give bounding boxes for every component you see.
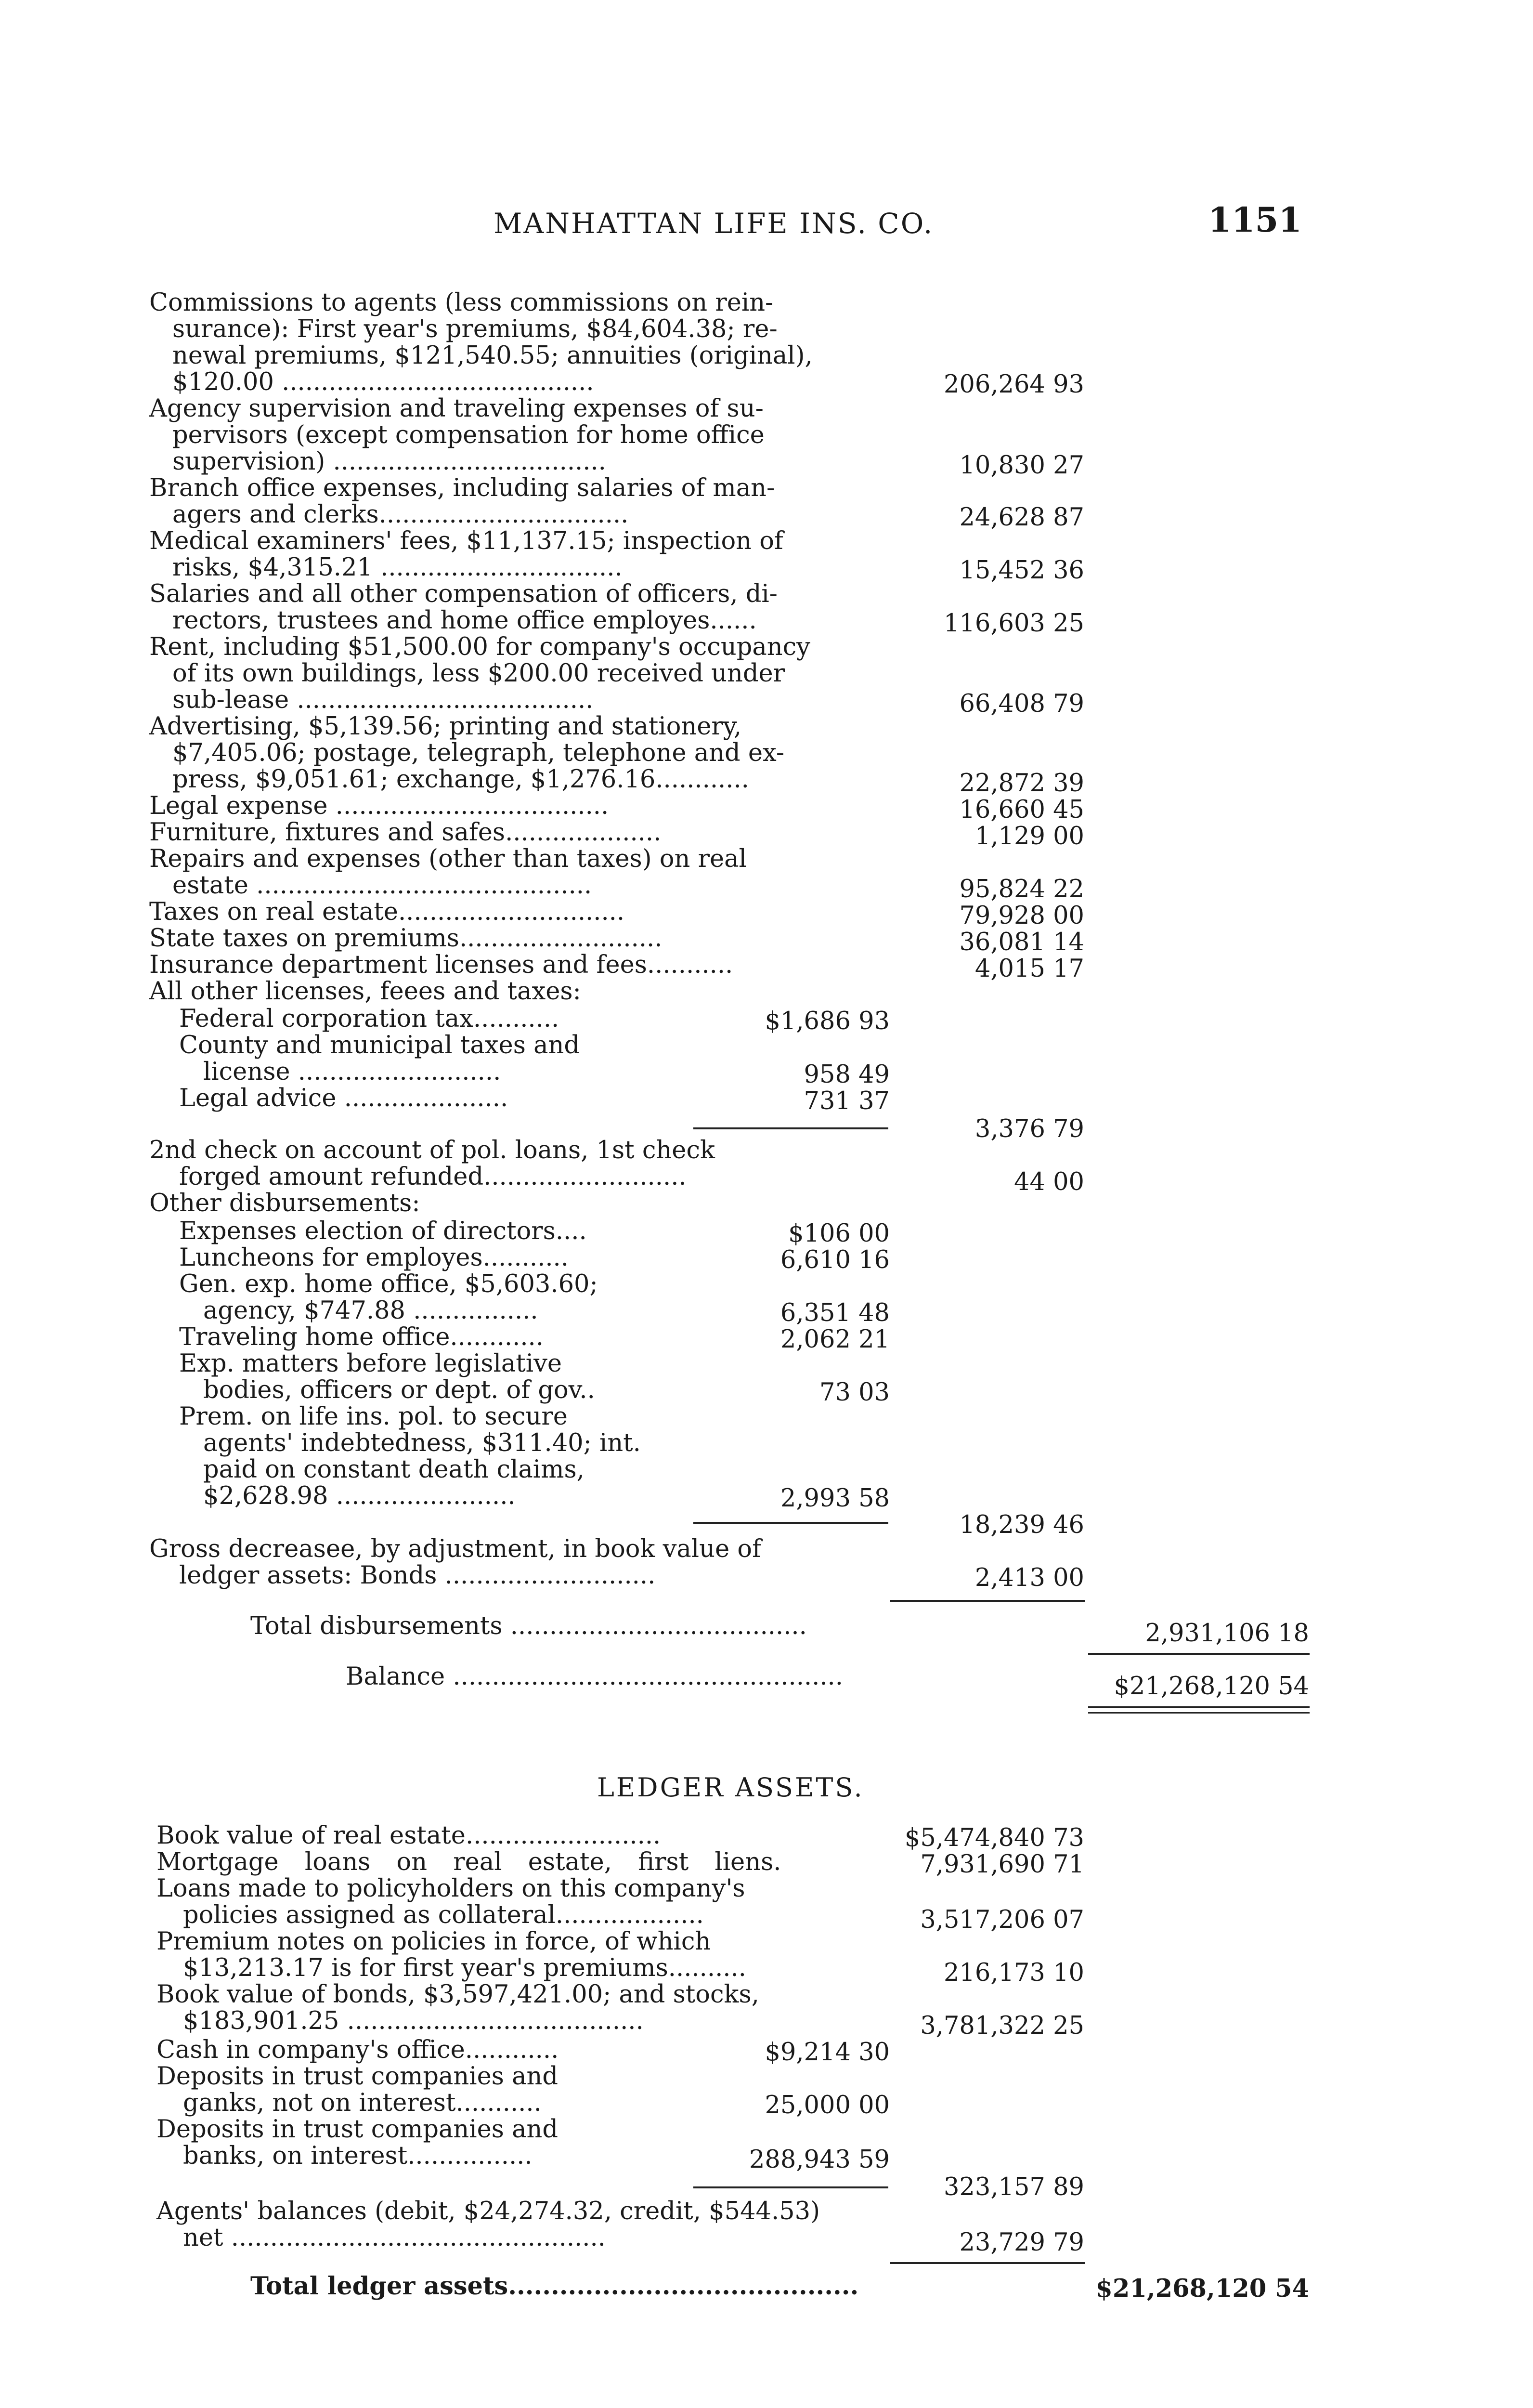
double-rule-2 xyxy=(1088,1712,1310,1714)
agents-line: Agents' balances (debit, $24,274.32, credit, $544.53) xyxy=(156,2197,820,2225)
ledger-assets-title: LEDGER ASSETS. xyxy=(597,1772,864,1803)
other-amount: 6,610 16 xyxy=(780,1246,890,1274)
asset-amount: 216,173 10 xyxy=(943,1959,1084,1987)
asset-line: Loans made to policyholders on this company's xyxy=(156,1874,745,1903)
disb-line: Agency supervision and traveling expenses of su- xyxy=(149,394,764,423)
cash-line: Deposits in trust companies and xyxy=(156,2062,559,2091)
license-line: Federal corporation tax........... xyxy=(179,1005,559,1033)
disb-line: Legal expense ................................... xyxy=(149,792,609,820)
asset-amount: 3,781,322 25 xyxy=(920,2012,1084,2040)
disb-line: Repairs and expenses (other than taxes) on real xyxy=(149,845,747,873)
disb-line: Insurance department licenses and fees........... xyxy=(149,951,733,979)
gross-decrease-line: Gross decreasee, by adjustment, in book value of xyxy=(149,1535,761,1563)
disb-line: estate ........................................... xyxy=(172,871,592,900)
subtotal-rule xyxy=(693,2186,888,2188)
disb-amount: 206,264 93 xyxy=(943,370,1084,399)
gross-decrease-line: ledger assets: Bonds ........................... xyxy=(179,1561,656,1590)
column-rule xyxy=(890,1600,1085,1602)
disb-line: surance): First year's premiums, $84,604.38; re- xyxy=(172,315,778,343)
other-line: $2,628.98 ....................... xyxy=(203,1482,516,1510)
total-disbursements-amount: 2,931,106 18 xyxy=(1145,1619,1309,1648)
other-line: paid on constant death claims, xyxy=(203,1455,585,1484)
other-line: Luncheons for employes........... xyxy=(179,1243,569,1272)
column-rule xyxy=(890,2262,1085,2264)
subtotal-rule xyxy=(693,1127,888,1129)
other-line: agents' indebtedness, $311.40; int. xyxy=(203,1429,641,1457)
asset-amount: 7,931,690 71 xyxy=(920,1850,1084,1879)
other-amount: 2,062 21 xyxy=(780,1325,890,1354)
license-line: County and municipal taxes and xyxy=(179,1031,580,1060)
cash-line: banks, on interest................ xyxy=(183,2142,533,2170)
disb-amount: 24,628 87 xyxy=(959,503,1084,532)
other-heading: Other disbursements: xyxy=(149,1189,420,1217)
license-amount: 731 37 xyxy=(804,1087,890,1115)
gross-decrease-amount: 2,413 00 xyxy=(974,1564,1084,1592)
disb-line: Furniture, fixtures and safes.................... xyxy=(149,818,662,847)
second-check-amount: 44 00 xyxy=(1013,1168,1084,1196)
disb-line: newal premiums, $121,540.55; annuities (original), xyxy=(172,341,813,370)
asset-line: Book value of bonds, $3,597,421.00; and stocks, xyxy=(156,1980,759,2009)
disb-line: State taxes on premiums.......................... xyxy=(149,924,663,953)
licenses-heading: All other licenses, feees and taxes: xyxy=(149,977,581,1006)
disb-line: agers and clerks................................ xyxy=(172,500,629,529)
disb-line: Salaries and all other compensation of officers, di- xyxy=(149,580,778,608)
disb-line: Advertising, $5,139.56; printing and stationery, xyxy=(149,712,742,741)
asset-line: Book value of real estate......................... xyxy=(156,1821,661,1850)
disb-amount: 66,408 79 xyxy=(959,690,1084,718)
other-amount: 2,993 58 xyxy=(780,1484,890,1513)
page-header-title: MANHATTAN LIFE INS. CO. xyxy=(494,207,934,240)
cash-line: ganks, not on interest........... xyxy=(183,2089,542,2117)
disb-line: Commissions to agents (less commissions on rein- xyxy=(149,288,774,317)
disb-amount: 116,603 25 xyxy=(943,609,1084,638)
asset-line: $183,901.25 ...................................... xyxy=(183,2007,644,2035)
page-number: 1151 xyxy=(1208,200,1302,240)
disb-amount: 22,872 39 xyxy=(959,769,1084,798)
asset-amount: 3,517,206 07 xyxy=(920,1906,1084,1934)
disb-amount: 4,015 17 xyxy=(974,955,1084,983)
disb-amount: 10,830 27 xyxy=(959,451,1084,480)
other-amount: 73 03 xyxy=(819,1378,890,1407)
asset-line: Premium notes on policies in force, of which xyxy=(156,1927,711,1956)
disb-amount: 95,824 22 xyxy=(959,875,1084,903)
total-ledger-assets-label: Total ledger assets......................................... xyxy=(250,2272,859,2301)
subtotal-rule xyxy=(693,1522,888,1524)
asset-line: policies assigned as collateral................... xyxy=(183,1901,704,1929)
other-line: Expenses election of directors.... xyxy=(179,1217,587,1245)
disb-line: Branch office expenses, including salaries of man- xyxy=(149,474,775,502)
cash-amount: 288,943 59 xyxy=(749,2146,890,2174)
other-line: agency, $747.88 ................ xyxy=(203,1296,538,1325)
disb-amount: 79,928 00 xyxy=(959,902,1084,930)
total-ledger-assets-amount: $21,268,120 54 xyxy=(1095,2274,1309,2303)
disb-amount: 15,452 36 xyxy=(959,556,1084,585)
disb-line: of its own buildings, less $200.00 received under xyxy=(172,659,785,688)
asset-amount: $5,474,840 73 xyxy=(904,1824,1084,1852)
double-rule-1 xyxy=(1088,1706,1310,1708)
cash-total: 323,157 89 xyxy=(943,2173,1084,2201)
agents-amount: 23,729 79 xyxy=(959,2228,1084,2257)
other-line: Traveling home office............ xyxy=(179,1323,544,1351)
disb-line: sub-lease ...................................... xyxy=(172,686,594,714)
other-amount: $106 00 xyxy=(788,1219,890,1248)
disb-amount: 1,129 00 xyxy=(974,822,1084,851)
other-line: Gen. exp. home office, $5,603.60; xyxy=(179,1270,598,1298)
other-amount: 6,351 48 xyxy=(780,1299,890,1327)
disb-line: Medical examiners' fees, $11,137.15; inspection of xyxy=(149,527,783,555)
agents-line: net ................................................ xyxy=(183,2224,606,2252)
other-total: 18,239 46 xyxy=(959,1511,1084,1539)
asset-line: $13,213.17 is for first year's premiums.......... xyxy=(183,1954,746,1982)
cash-amount: 25,000 00 xyxy=(765,2091,890,2120)
license-line: license .......................... xyxy=(203,1058,501,1086)
cash-line: Cash in company's office............ xyxy=(156,2036,559,2064)
licenses-total: 3,376 79 xyxy=(974,1115,1084,1143)
disb-line: $7,405.06; postage, telegraph, telephone and ex- xyxy=(172,739,785,767)
disb-line: Rent, including $51,500.00 for company's occupancy xyxy=(149,633,810,661)
other-line: Prem. on life ins. pol. to secure xyxy=(179,1402,568,1431)
disb-line: supervision) ................................... xyxy=(172,447,606,476)
cash-line: Deposits in trust companies and xyxy=(156,2115,559,2144)
total-disbursements-label: Total disbursements ...................................... xyxy=(250,1612,807,1640)
license-line: Legal advice ..................... xyxy=(179,1084,508,1112)
asset-line: Mortgage loans on real estate, first liens. xyxy=(156,1848,781,1876)
balance-amount: $21,268,120 54 xyxy=(1114,1672,1309,1701)
disb-amount: 36,081 14 xyxy=(959,928,1084,956)
second-check-line: forged amount refunded.......................... xyxy=(179,1163,687,1191)
total-rule xyxy=(1088,1653,1310,1655)
license-amount: $1,686 93 xyxy=(765,1007,890,1035)
disb-line: $120.00 ........................................ xyxy=(172,368,594,396)
other-line: bodies, officers or dept. of gov.. xyxy=(203,1376,595,1404)
disb-line: risks, $4,315.21 ............................... xyxy=(172,553,623,582)
disb-amount: 16,660 45 xyxy=(959,796,1084,824)
cash-amount: $9,214 30 xyxy=(765,2038,890,2067)
disb-line: pervisors (except compensation for home office xyxy=(172,421,765,449)
other-line: Exp. matters before legislative xyxy=(179,1349,562,1378)
disb-line: Taxes on real estate............................. xyxy=(149,898,625,926)
disb-line: rectors, trustees and home office employes...... xyxy=(172,606,757,635)
disb-line: press, $9,051.61; exchange, $1,276.16............ xyxy=(172,765,749,794)
license-amount: 958 49 xyxy=(804,1060,890,1089)
balance-label: Balance .................................................. xyxy=(346,1662,843,1691)
second-check-line: 2nd check on account of pol. loans, 1st check xyxy=(149,1136,715,1165)
